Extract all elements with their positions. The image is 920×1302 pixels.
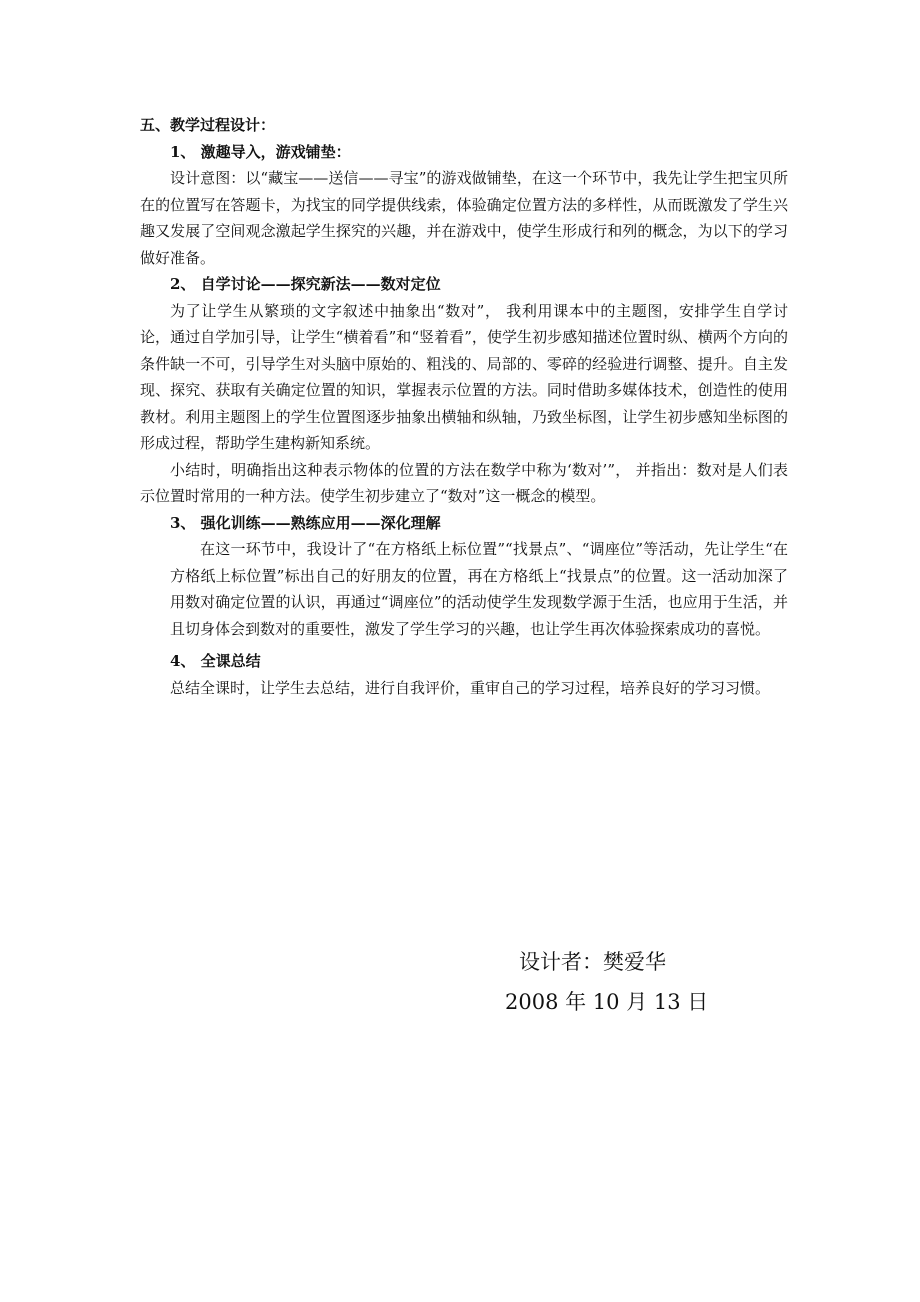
section-title: 五、教学过程设计：: [140, 116, 276, 134]
designer-name: 设计者：樊爱华: [519, 950, 666, 974]
step-1-heading: 1、 激趣导入，游戏铺垫：: [170, 142, 351, 161]
step-3-heading: 3、 强化训练——熟练应用——深化理解: [170, 513, 441, 532]
signature-block: [505, 944, 725, 1020]
step-2-heading: 2、 自学讨论——探究新法——数对定位: [170, 275, 441, 293]
step-2-paragraph-2: 小结时，明确指出这种表示物体的位置的方法在数学中称为‘数对’”， 并指出：数对是人们表示位置时常用的一种方法。使学生初步建立了“数对”这一概念的模型。: [140, 460, 788, 505]
step-4-paragraph-1: 总结全课时，让学生去总结，进行自我评价，重审自己的学习过程，培养良好的学习习惯。: [170, 678, 771, 697]
document-body: [140, 112, 788, 701]
step-4-heading: 4、 全课总结: [170, 652, 261, 670]
step-2-paragraph-1: 为了让学生从繁琐的文字叙述中抽象出“数对”， 我利用课本中的主题图，安排学生自学讨论，通过自学加引导，让学生“横着看”和“竖着看”，使学生初步感知描述位置时纵、横两个方向的条件缺一不可，引导学生对头脑中原始的、粗浅的、局部的、零碎的经验进行调整、提升。自主发现、探究、获取有关确定位置的知识，掌握表示位置的方法。同时借助多媒体技术，创造性的使用教材。利用主题图上的学生位置图逐步抽象出横轴和纵轴，乃致坐标图，让学生初步感知坐标图的形成过程，帮助学生建构新知系统。: [140, 301, 788, 452]
step-3-paragraph-1: 在这一环节中，我设计了“在方格纸上标位置”“找景点”、“调座位”等活动，先让学生“在方格纸上标位置”标出自己的好朋友的位置，再在方格纸上“找景点”的位置。这一活动加深了用数对确定位置的认识，再通过“调座位”的活动使学生发现数学源于生活，也应用于生活，并且切身体会到数对的重要性，激发了学生学习的兴趣，也让学生再次体验探索成功的喜悦。: [170, 540, 788, 638]
document-date: 2008 年 10 月 13 日: [505, 990, 709, 1014]
step-1-paragraph-1: 设计意图：以“藏宝——送信——寻宝”的游戏做铺垫，在这一个环节中，我先让学生把宝贝所在的位置写在答题卡，为找宝的同学提供线索，体验确定位置方法的多样性，从而既激发了学生兴趣又发展了空间观念激起学生探究的兴趣，并在游戏中，使学生形成行和列的概念，为以下的学习做好准备。: [140, 169, 788, 267]
